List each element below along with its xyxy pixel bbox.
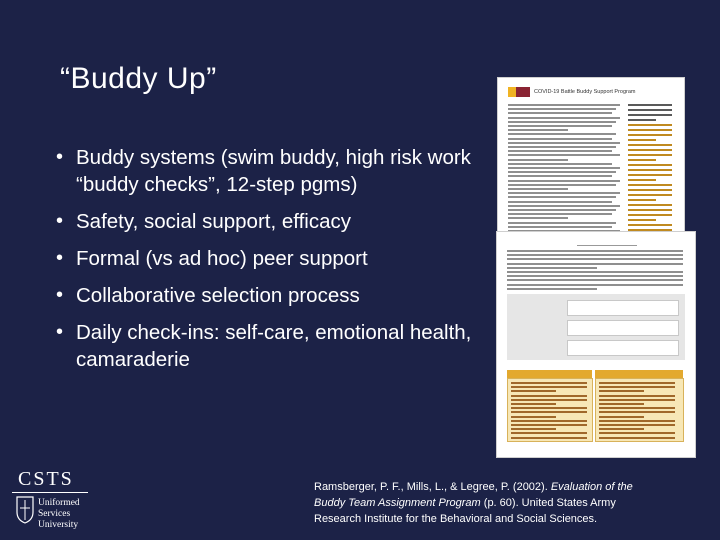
- table-text-line: [511, 386, 587, 388]
- bullet-text: Daily check-ins: self-care, emotional health, camaraderie: [76, 321, 472, 371]
- text-line: [508, 129, 568, 131]
- document-header: [508, 86, 674, 98]
- text-line: [507, 267, 597, 269]
- sidebar-line: [628, 144, 672, 146]
- slide-title: “Buddy Up”: [60, 62, 217, 95]
- sidebar-line: [628, 164, 672, 166]
- flow-box: [567, 340, 679, 356]
- table-text-line: [511, 416, 556, 418]
- bullet-item: [56, 144, 476, 198]
- text-line: [508, 108, 616, 110]
- sidebar-line: [628, 179, 656, 181]
- text-line: [507, 284, 683, 286]
- program-document-page-2: [497, 232, 695, 457]
- text-line: [508, 171, 616, 173]
- sidebar-line: [628, 149, 672, 151]
- text-line: [508, 117, 620, 119]
- text-line: [508, 159, 568, 161]
- sidebar-line: [628, 109, 672, 111]
- table-text-line: [511, 407, 587, 409]
- table-text-line: [599, 432, 675, 434]
- table-text-line: [599, 416, 644, 418]
- bullet-text: Safety, social support, efficacy: [76, 210, 351, 233]
- text-line: [507, 275, 683, 277]
- sidebar-line: [628, 114, 672, 116]
- text-line: [508, 188, 568, 190]
- bullet-text: Buddy systems (swim buddy, high risk work “buddy checks”, 12-step pgms): [76, 146, 471, 196]
- text-line: [508, 150, 612, 152]
- csts-logo: [12, 468, 92, 532]
- table-text-line: [511, 390, 556, 392]
- table-text-line: [599, 420, 675, 422]
- table-text-line: [511, 424, 587, 426]
- sidebar-line: [628, 104, 672, 106]
- bullet-glyph: •: [56, 247, 64, 269]
- text-line: [508, 121, 616, 123]
- table-text-line: [511, 403, 556, 405]
- table-text-line: [511, 382, 587, 384]
- text-line: [507, 271, 683, 273]
- sidebar-line: [628, 219, 656, 221]
- bullet-text: Collaborative selection process: [76, 284, 360, 307]
- table-text-line: [511, 420, 587, 422]
- text-line: [508, 163, 612, 165]
- table-text-line: [599, 399, 675, 401]
- university-logo-icon: [508, 87, 530, 97]
- document-table-header: [507, 370, 592, 378]
- table-text-line: [599, 395, 675, 397]
- document-table-column: [595, 378, 684, 442]
- table-text-line: [511, 428, 556, 430]
- logo-line: Services: [38, 509, 71, 519]
- sidebar-line: [628, 129, 672, 131]
- document-flow-diagram: [507, 294, 685, 360]
- text-line: [508, 217, 568, 219]
- citation-authors: Ramsberger, P. F., Mills, L., & Legree, P. (2002).: [314, 481, 548, 493]
- sidebar-line: [628, 184, 672, 186]
- document-table-column: [507, 378, 593, 442]
- bullet-glyph: •: [56, 146, 64, 168]
- text-line: [508, 192, 620, 194]
- table-text-line: [599, 386, 675, 388]
- text-line: [508, 146, 616, 148]
- table-text-line: [599, 407, 675, 409]
- table-text-line: [599, 403, 644, 405]
- text-line: [507, 263, 683, 265]
- sidebar-line: [628, 199, 656, 201]
- bullet-item: [56, 245, 476, 272]
- bullet-item: [56, 319, 476, 373]
- bullet-item: [56, 282, 476, 309]
- table-text-line: [599, 428, 644, 430]
- citation: [314, 479, 654, 527]
- citation-details: (p. 60). United States Army Research Institute for the Behavioral and Social Sciences.: [314, 497, 616, 525]
- sidebar-line: [628, 119, 656, 121]
- text-line: [507, 258, 683, 260]
- table-text-line: [511, 432, 587, 434]
- sidebar-line: [628, 204, 672, 206]
- text-line: [508, 138, 612, 140]
- table-text-line: [511, 395, 587, 397]
- text-line: [507, 250, 683, 252]
- sidebar-line: [628, 209, 672, 211]
- text-line: [507, 279, 683, 281]
- text-line: [508, 213, 612, 215]
- bullet-glyph: •: [56, 284, 64, 306]
- table-text-line: [511, 411, 587, 413]
- sidebar-line: [628, 154, 672, 156]
- text-line: [508, 154, 620, 156]
- text-line: [508, 226, 612, 228]
- sidebar-line: [628, 124, 672, 126]
- text-line: [508, 175, 612, 177]
- table-text-line: [511, 399, 587, 401]
- bullet-item: [56, 208, 476, 235]
- shield-icon: [16, 496, 34, 524]
- logo-wordmark: CSTS: [18, 468, 74, 490]
- flow-box: [567, 300, 679, 316]
- table-text-line: [599, 424, 675, 426]
- logo-line: University: [38, 520, 79, 530]
- sidebar-line: [628, 229, 672, 231]
- text-line: [508, 167, 620, 169]
- table-text-line: [599, 390, 644, 392]
- flow-box: [567, 320, 679, 336]
- text-line: [507, 288, 597, 290]
- text-line: [508, 205, 620, 207]
- text-line: [508, 112, 612, 114]
- logo-line: Uniformed: [38, 498, 80, 508]
- sidebar-line: [628, 189, 672, 191]
- text-line: [508, 104, 620, 106]
- document-title: COVID-19 Battle Buddy Support Program: [534, 89, 636, 95]
- sidebar-line: [628, 139, 656, 141]
- bullet-glyph: •: [56, 210, 64, 232]
- document-section-heading: [577, 239, 637, 246]
- table-text-line: [599, 437, 675, 439]
- bullet-list: [56, 144, 476, 383]
- text-line: [508, 209, 616, 211]
- sidebar-line: [628, 174, 672, 176]
- table-text-line: [511, 437, 587, 439]
- table-text-line: [599, 382, 675, 384]
- text-line: [508, 201, 612, 203]
- document-table-header: [595, 370, 683, 378]
- text-line: [508, 125, 612, 127]
- citation-work-title: Evaluation of the Buddy Team Assignment Program: [314, 481, 633, 509]
- table-text-line: [599, 411, 675, 413]
- sidebar-line: [628, 159, 656, 161]
- sidebar-line: [628, 194, 672, 196]
- sidebar-line: [628, 214, 672, 216]
- bullet-glyph: •: [56, 321, 64, 343]
- bullet-text: Formal (vs ad hoc) peer support: [76, 247, 368, 270]
- sidebar-line: [628, 169, 672, 171]
- text-line: [508, 184, 616, 186]
- logo-divider: [12, 492, 88, 493]
- text-line: [507, 254, 683, 256]
- text-line: [508, 222, 616, 224]
- text-line: [508, 196, 616, 198]
- text-line: [508, 142, 620, 144]
- sidebar-line: [628, 134, 672, 136]
- sidebar-line: [628, 224, 672, 226]
- text-line: [508, 133, 616, 135]
- text-line: [508, 180, 620, 182]
